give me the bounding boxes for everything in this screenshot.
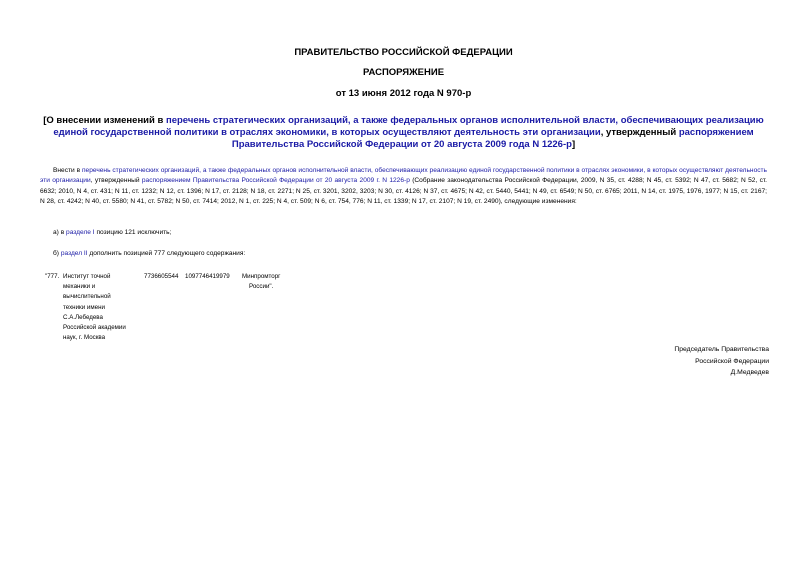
item-a-text-1: а) в <box>53 229 67 236</box>
signature-block <box>674 344 769 379</box>
signature-name: Д.Медведев <box>730 369 769 376</box>
doc-type-heading: РАСПОРЯЖЕНИЕ <box>362 67 445 78</box>
body-link-order[interactable]: распоряжением Правительства Российской Федерации от 20 августа 2009 г. N 1226-р <box>141 177 410 185</box>
entry-ogrn: 1097746419979 <box>185 273 230 280</box>
date-number-heading: от 13 июня 2012 года N 970-р <box>335 88 472 99</box>
item-a-text-2: позицию 121 исключить; <box>94 229 172 236</box>
item-b-text-2: дополнить позицией 777 следующего содержания: <box>87 250 246 257</box>
body-paragraph <box>40 166 767 208</box>
title-bracket-close: ] <box>571 139 576 150</box>
body-text-3: (Собрание законодательства Российской Федерации, 2009, N 35, ст. 4288; N 45, ст. 5392; N 47, ст. 5682; N 52, ст. 6632; 2010, N 4, ст. 431; N 11, ст. 1232; N 12, ст. 1396; N 17, ст. 2128; N 18, ст. 2271; N 25, ст. 3201, 3202, 3203; N 30, ст. 4126; N 37, ст. 4675; N 42, ст. 5440, 5441; N 49, ст. 6549; N 50, ст. 6765; 2011, N 14, ст. 1975, 1976, 1977; N 15, ст. 2167; N 28, ст. 4242; N 40, ст. 5580; N 41, ст. 5782; N 50, ст. 7414; 2012, N 1, ст. 225; N 4, ст. 509; N 6, ст. 754, 776; N 11, ст. 1339; N 17, ст. 2107; N 19, ст. 2490), следующие изменения: <box>40 177 767 206</box>
title-link-list[interactable]: перечень стратегических организаций, а также федеральных органов исполнительной власти, обеспечивающих реализацию единой государственной политики в отраслях экономики, в которых осуществляют деятельность эти организации <box>53 115 764 138</box>
signature-position: Председатель Правительства <box>674 346 769 353</box>
org-line: Российской академии <box>63 324 126 332</box>
body-link-list[interactable]: перечень стратегических организаций, а также федеральных органов исполнительной власти, обеспечивающих реализацию единой государственной политики в отраслях экономики, в которых осуществляют деятельность эти организации <box>40 167 767 185</box>
entry-organization <box>63 272 143 343</box>
org-line: Институт точной <box>63 273 111 280</box>
government-heading: ПРАВИТЕЛЬСТВО РОССИЙСКОЙ ФЕДЕРАЦИИ <box>294 47 513 58</box>
org-line: С.А.Лебедева <box>63 313 103 321</box>
body-text-2: , утвержденный <box>90 177 142 185</box>
item-b <box>53 250 245 257</box>
entry-ministry <box>242 272 294 292</box>
signature-country: Российской Федерации <box>695 357 769 365</box>
entry-inn: 7736605544 <box>144 273 179 280</box>
org-line: наук, г. Москва <box>63 334 106 342</box>
ministry-line: России". <box>249 283 274 291</box>
org-line: вычислительной <box>63 293 111 301</box>
entry-number: "777. <box>45 273 60 280</box>
item-b-text-1: б) <box>53 250 61 257</box>
org-line: техники имени <box>63 303 105 311</box>
org-line: механики и <box>63 283 96 291</box>
title-link-order[interactable]: распоряжением Правительства Российской Федерации от 20 августа 2009 года N 1226-р <box>231 127 754 150</box>
body-text-1: Внести в <box>53 167 82 174</box>
ministry-line: Минпромторг <box>242 273 281 280</box>
item-b-link[interactable]: раздел II <box>60 250 88 257</box>
item-a-link[interactable]: разделе I <box>66 229 95 236</box>
title-text-1: О внесении изменений в <box>46 115 166 126</box>
title-text-2: , утвержденный <box>600 127 679 138</box>
item-a <box>53 229 171 236</box>
title-bracket-open: [ <box>43 115 47 126</box>
document-title <box>40 115 767 151</box>
